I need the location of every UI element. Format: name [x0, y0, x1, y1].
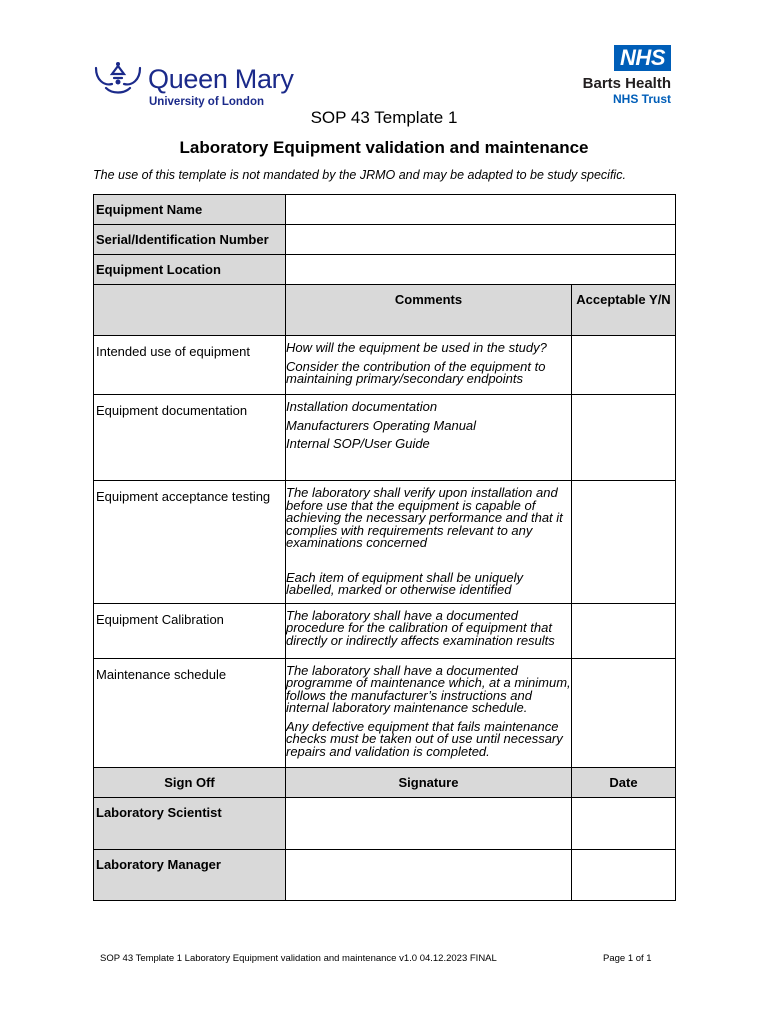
signoff-role: Laboratory Manager [94, 849, 286, 900]
field-row [94, 255, 676, 285]
check-comments [286, 395, 572, 481]
document-subtitle: Laboratory Equipment validation and maintenance [179, 138, 589, 157]
signoff-header-row [94, 767, 676, 797]
field-label: Equipment Name [94, 195, 286, 225]
check-row [94, 481, 676, 604]
comment-text: Consider the contribution of the equipment to maintaining primary/secondary endpoints [286, 358, 546, 386]
field-row [94, 195, 676, 225]
nhs-organisation: Barts Health [582, 75, 671, 92]
check-row [94, 395, 676, 481]
nhs-trust: NHS Trust [612, 92, 671, 106]
comment-text: The laboratory shall verify upon installation and before use that the equipment is capable of achieving the necessary performance and that it complies with requirements relevant to any examinations concerned [286, 485, 563, 550]
equipment-form-table [93, 194, 676, 901]
nhs-logo [583, 45, 671, 106]
queen-mary-name: Queen Mary [148, 64, 294, 94]
intro-note: The use of this template is not mandated by the JRMO and may be adapted to be study specific. [93, 168, 626, 182]
comment-text: How will the equipment be used in the study? [286, 340, 547, 355]
queen-mary-logo [92, 58, 292, 110]
signoff-row [94, 797, 676, 849]
check-comments [286, 658, 572, 767]
comment-text: Installation documentation [286, 399, 438, 414]
comment-text: The laboratory shall have a documented programme of maintenance which, at a minimum, follows the manufacturer’s instructions and internal laboratory maintenance schedule. [286, 662, 571, 715]
signature-field[interactable] [286, 797, 572, 849]
check-label: Maintenance schedule [94, 658, 286, 767]
acceptable-cell[interactable] [572, 603, 676, 658]
acceptable-header: Acceptable Y/N [572, 285, 676, 336]
field-label: Equipment Location [94, 255, 286, 285]
signoff-role: Laboratory Scientist [94, 797, 286, 849]
date-field[interactable] [572, 849, 676, 900]
check-label: Intended use of equipment [94, 336, 286, 395]
signoff-header: Sign Off [94, 767, 286, 797]
date-header: Date [572, 767, 676, 797]
footer-document-id: SOP 43 Template 1 Laboratory Equipment validation and maintenance v1.0 04.12.2023 FINAL [100, 953, 497, 964]
date-field[interactable] [572, 797, 676, 849]
check-comments [286, 481, 572, 604]
serial-number-field[interactable] [286, 225, 676, 255]
document-title: SOP 43 Template 1 [310, 108, 458, 127]
check-label: Equipment documentation [94, 395, 286, 481]
check-label: Equipment Calibration [94, 603, 286, 658]
comments-header: Comments [286, 285, 572, 336]
checks-header-row [94, 285, 676, 336]
check-row [94, 603, 676, 658]
acceptable-cell[interactable] [572, 395, 676, 481]
footer-page-number: Page 1 of 1 [603, 953, 652, 964]
comment-text: Manufacturers Operating Manual [286, 417, 477, 433]
blank-header-cell [94, 285, 286, 336]
check-row [94, 658, 676, 767]
check-row [94, 336, 676, 395]
comment-text: Each item of equipment shall be uniquely labelled, marked or otherwise identified [286, 569, 524, 597]
field-row [94, 225, 676, 255]
signoff-row [94, 849, 676, 900]
queen-mary-crest-icon [92, 60, 144, 100]
signature-field[interactable] [286, 849, 572, 900]
acceptable-cell[interactable] [572, 481, 676, 604]
equipment-location-field[interactable] [286, 255, 676, 285]
queen-mary-subtitle: University of London [149, 96, 264, 108]
nhs-mark: NHS [614, 45, 671, 71]
check-label: Equipment acceptance testing [94, 481, 286, 604]
equipment-name-field[interactable] [286, 195, 676, 225]
field-label: Serial/Identification Number [94, 225, 286, 255]
signature-header: Signature [286, 767, 572, 797]
comment-text: The laboratory shall have a documented procedure for the calibration of equipment that directly or indirectly affects examination results [286, 607, 555, 648]
comment-text: Any defective equipment that fails maintenance checks must be taken out of use until necessary repairs and validation is completed. [286, 718, 563, 759]
comment-text: Internal SOP/User Guide [286, 436, 430, 451]
acceptable-cell[interactable] [572, 336, 676, 395]
acceptable-cell[interactable] [572, 658, 676, 767]
check-comments [286, 603, 572, 658]
check-comments [286, 336, 572, 395]
